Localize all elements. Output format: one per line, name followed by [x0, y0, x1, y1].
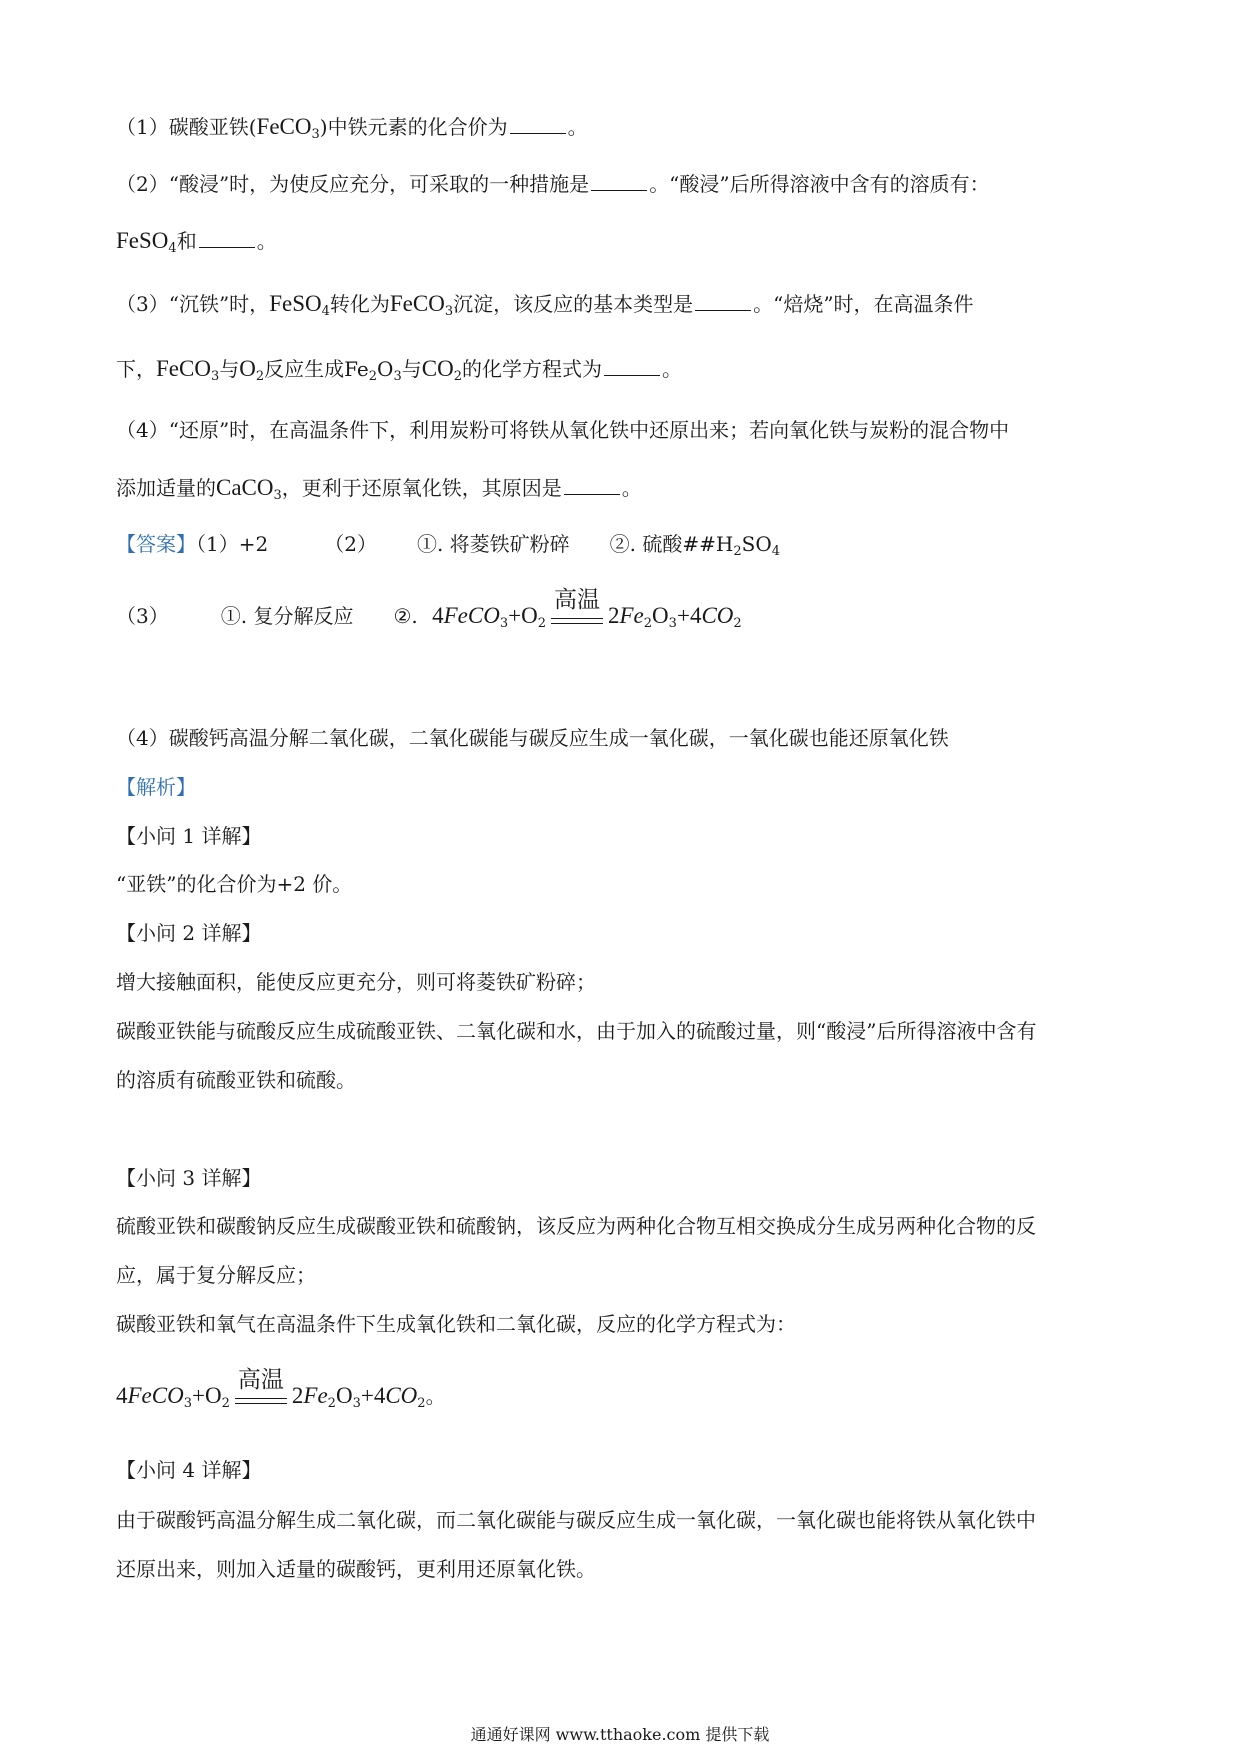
analysis-text: 的溶质有硫酸亚铁和硫酸。	[116, 1068, 356, 1092]
answer-blank	[510, 115, 566, 134]
high-temp-condition: 高温	[549, 610, 605, 638]
q4-line-2: 添加适量的CaCO$_3$，更利于还原氧化铁，其原因是 。	[116, 475, 642, 503]
answer-blank	[604, 357, 660, 376]
analysis-text: 增大接触面积，能使反应更充分，则可将菱铁矿粉碎；	[116, 970, 596, 994]
answer-equation: $4FeCO_3+O_2$ 高温 $2Fe_2O_3+4CO_2$	[432, 604, 742, 628]
analysis-text: 应，属于复分解反应；	[116, 1263, 316, 1287]
sub-question-1-heading: 【小问 1 详解】	[116, 824, 262, 848]
answer-blank	[591, 172, 647, 191]
q4-line-1: （4）“还原”时，在高温条件下，利用炭粉可将铁从氧化铁中还原出来；若向氧化铁与炭粉的混合物中	[116, 418, 1010, 442]
sub-question-2-heading: 【小问 2 详解】	[116, 921, 262, 945]
answer-blank	[564, 476, 620, 495]
answer-line-2: （3） ①. 复分解反应 ②. $4FeCO_3+O_2$ 高温 $2Fe_2O_3+4CO_2$	[116, 602, 742, 638]
analysis-tag: 【解析】	[116, 775, 196, 799]
q2-line-2: FeSO$_4$和 。	[116, 228, 277, 256]
answer-line-1: 【答案】（1）+2 （2） ①. 将菱铁矿粉碎 ②. 硫酸$\#\#H_2SO_4$	[116, 532, 781, 559]
answer-blank	[199, 229, 255, 248]
sub-question-4-heading: 【小问 4 详解】	[116, 1458, 262, 1482]
q1-line: （1）碳酸亚铁(FeCO$_3$)中铁元素的化合价为 。	[116, 114, 588, 142]
analysis-text: 还原出来，则加入适量的碳酸钙，更利用还原氧化铁。	[116, 1557, 596, 1581]
q3-line-1: （3）“沉铁”时，FeSO$_4$转化为FeCO$_3$沉淀，该反应的基本类型是 。“焙烧”时，在高温条件	[116, 291, 974, 319]
answer-blank	[695, 292, 751, 311]
sub-question-3-heading: 【小问 3 详解】	[116, 1166, 262, 1190]
answer-tag: 【答案】	[116, 532, 196, 556]
analysis-text: “亚铁”的化合价为+2 价。	[116, 872, 353, 896]
footer-watermark: 通通好课网 www.tthaoke.com 提供下载	[470, 1725, 770, 1744]
analysis-equation: $4FeCO_3+O_2$ 高温 $2Fe_2O_3+4CO_2$。	[116, 1382, 446, 1418]
q2-line-1: （2）“酸浸”时，为使反应充分，可采取的一种措施是 。“酸浸”后所得溶液中含有的溶质有：	[116, 172, 990, 196]
analysis-text: 由于碳酸钙高温分解生成二氧化碳，而二氧化碳能与碳反应生成一氧化碳，一氧化碳也能将铁从氧化铁中	[116, 1508, 1036, 1532]
high-temp-condition: 高温	[233, 1390, 289, 1418]
q3-line-2: 下，FeCO$_3$与$O_2$反应生成$Fe_2O_3$与$CO_2$的化学方程式为 。	[116, 356, 682, 384]
analysis-text: 碳酸亚铁能与硫酸反应生成硫酸亚铁、二氧化碳和水，由于加入的硫酸过量，则“酸浸”后所得溶液中含有	[116, 1019, 1037, 1043]
analysis-text: 硫酸亚铁和碳酸钠反应生成碳酸亚铁和硫酸钠，该反应为两种化合物互相交换成分生成另两种化合物的反	[116, 1214, 1036, 1238]
answer-line-3: （4）碳酸钙高温分解二氧化碳，二氧化碳能与碳反应生成一氧化碳，一氧化碳也能还原氧化铁	[116, 726, 949, 750]
analysis-text: 碳酸亚铁和氧气在高温条件下生成氧化铁和二氧化碳，反应的化学方程式为：	[116, 1312, 796, 1336]
